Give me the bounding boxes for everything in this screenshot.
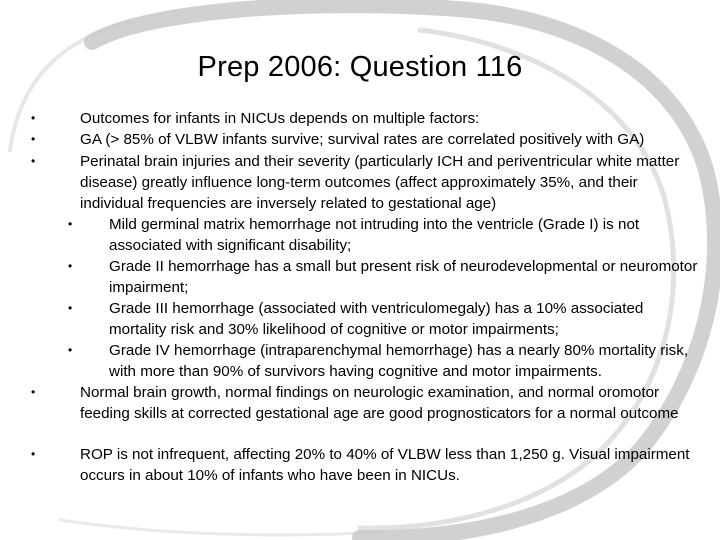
slide-title: Prep 2006: Question 116 (197, 51, 523, 83)
bullet-dot: • (68, 259, 73, 273)
bullet-dot: • (31, 385, 36, 399)
bullet-dot: • (68, 217, 73, 231)
bullet-dot: • (31, 154, 36, 168)
bullet-dot: • (31, 447, 36, 461)
bullet-text: ROP is not infrequent, affecting 20% to 40% of VLBW less than 1,250 g. Visual impairment occurs in about 10% of infants who have been in NICUs. (80, 446, 690, 484)
bullet-dot: • (31, 111, 36, 125)
bullet-text: GA (> 85% of VLBW infants survive; survival rates are correlated positively with GA) (80, 131, 645, 148)
bullet-text: Mild germinal matrix hemorrhage not intruding into the ventricle (Grade I) is not associated with significant disability; (109, 216, 640, 254)
bullet-text: Grade IV hemorrhage (intraparenchymal hemorrhage) has a nearly 80% mortality risk, with more than 90% of survivors having cognitive and motor impairments. (109, 342, 689, 380)
bullet-dot: • (68, 301, 73, 315)
bullet-text: Normal brain growth, normal findings on neurologic examination, and normal oromotor feeding skills at corrected gestational age are good prognosticators for a normal outcome (80, 384, 679, 422)
bullet-dot: • (31, 132, 36, 146)
bullet-text: Grade II hemorrhage has a small but present risk of neurodevelopmental or neuromotor impairment; (109, 258, 698, 296)
bullet-dot: • (68, 343, 73, 357)
bullet-text: Perinatal brain injuries and their severity (particularly ICH and periventricular white matter disease) greatly influence long-term outcomes (affect approximately 35%, and their individual frequencies are inversely related to gestational age) (80, 153, 680, 212)
bullet-text: Outcomes for infants in NICUs depends on multiple factors: (80, 110, 480, 127)
bullet-text: Grade III hemorrhage (associated with ventriculomegaly) has a 10% associated mortality risk and 30% likelihood of cognitive or motor impairments; (109, 300, 644, 338)
